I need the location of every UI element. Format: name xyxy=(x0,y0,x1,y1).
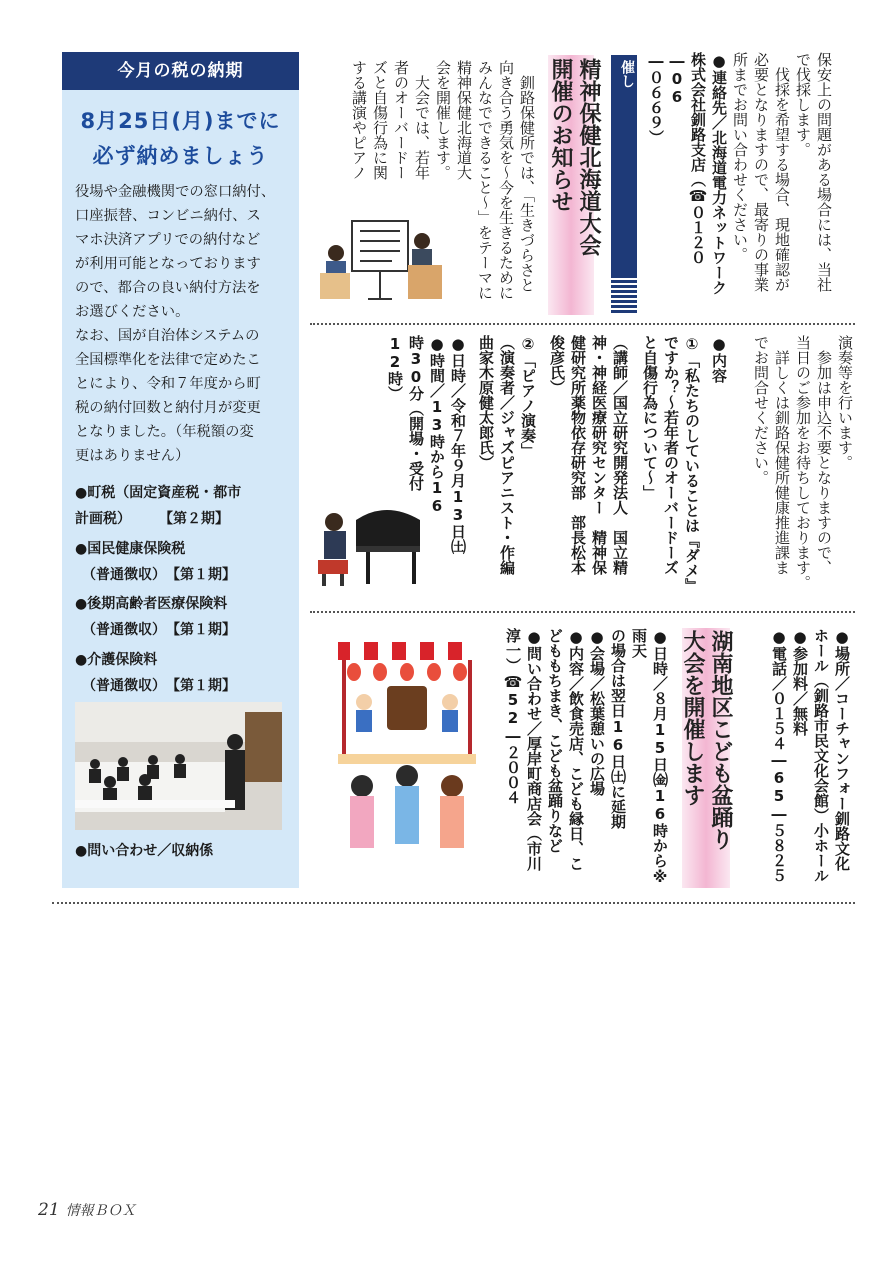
seminar-photo xyxy=(75,702,282,830)
tax-item-care-insurance: ●介護保険料 （普通徴収） 【第１期】 xyxy=(75,652,236,694)
mental-health-title: 精神保健北海道大会 開催のお知らせ xyxy=(548,58,601,256)
bon-dance-details: ●日時／８月15日㈮16時から※雨天 の場合は翌日16日㈯に延期 ●会場／松葉憩いの広場 ●内容／飲食売店、こども縁日、こ どももちまき、こども盆踊りなど ●問い合わせ／厚岸町商店会（市川 淳一）☎52―２００４ xyxy=(504,628,669,886)
tax-header: 今月の税の納期 xyxy=(62,52,299,90)
tax-item-town-tax: ●町税（固定資産税・都市 計画税） 【第２期】 xyxy=(75,485,242,527)
footer-label: 情報ＢＯＸ xyxy=(65,1203,136,1219)
mental-health-body: 釧路保健所では、「生きづらさと 向き合う勇気を～今を生きるために みんなでできること～」をテーマに 精神保健北海道大 会を開催します。 大会では、若年 者のオーバードー ズと自傷行為に関 する講演やピアノ xyxy=(350,60,536,300)
piano-info: ②「ピアノ演奏」 （演奏者／ジャズピアニスト・作編 曲家木原健太郎氏） xyxy=(477,335,537,575)
page-footer xyxy=(38,1200,136,1220)
tax-body-text: 役場や金融機関での窓口納付、 口座振替、コンビニ納付、ス マホ決済アプリでの納付など が利用可能となっております ので、都合の良い納付方法を お選びください。 なお、国が自治体システムの 全国標準化を法律で定めたこ とにより、令和７年度から町 税の納付回数と納付月が変更 となりました。（年税額の変 更はありません） xyxy=(75,184,276,464)
section-divider xyxy=(310,611,855,613)
event-datetime: ●日時／令和７年９月13日㈯ ●時間／13時から16 時30分（開場・受付 12時） xyxy=(386,335,467,554)
tax-deadline: 8月25日(月)までに 必ず納めましょう xyxy=(80,109,281,168)
piano-illustration xyxy=(316,500,426,588)
tax-item-elderly-medical: ●後期高齢者医療保険料 （普通徴収） 【第１期】 xyxy=(75,596,236,638)
bon-dance-title: 湖南地区こども盆踊り 大会を開催します xyxy=(680,630,733,850)
bon-dance-illustration xyxy=(332,636,482,858)
event-place-info: ●場所／コーチャンフォー釧路文化 ホール（釧路市民文化会館）小ホール ●参加料／無料 ●電話／０１５４―65―５８２５ xyxy=(770,628,851,883)
tax-inquiry: ●問い合わせ／収納係 xyxy=(75,843,214,859)
power-body: 保安上の問題がある場合には、当社 で伐採します。 伐採を希望する場合、現地確認が 必要となりますので、最寄りの事業 所までお問い合わせください。 xyxy=(731,52,833,292)
lecture-title: ①「私たちのしていることは『ダメ』 ですか？～若年者のオーバードーズ と自傷行為について～」 xyxy=(641,335,701,593)
power-contact: ●連絡先／北海道電力ネットワーク 株式会社釧路支店（☎０１２０―06 ―０６６９） xyxy=(647,52,728,295)
section-divider-bottom xyxy=(52,902,855,904)
section-divider xyxy=(310,323,855,325)
lecturer-info: （講師／国立研究開発法人 国立精 神・神経医療研究センター 精神保 健研究所薬物依存研究部 部長松本 俊彦氏） xyxy=(548,335,629,575)
lecture-illustration xyxy=(318,215,446,307)
tax-item-health-insurance: ●国民健康保険税 （普通徴収） 【第１期】 xyxy=(75,541,236,583)
page-number: 21 xyxy=(38,1200,60,1220)
category-tag-label: 催し xyxy=(619,60,635,88)
category-tag-fill xyxy=(611,55,637,275)
mental-health-body-continued: 演奏等を行います。 参加は申込不要となりますので、 当日のご参加をお待ちしております。 詳しくは釧路保健所健康推進課ま でお問合せください。 xyxy=(752,335,854,590)
content-heading: ●内容 xyxy=(710,335,728,383)
power-company-notice xyxy=(647,52,855,314)
